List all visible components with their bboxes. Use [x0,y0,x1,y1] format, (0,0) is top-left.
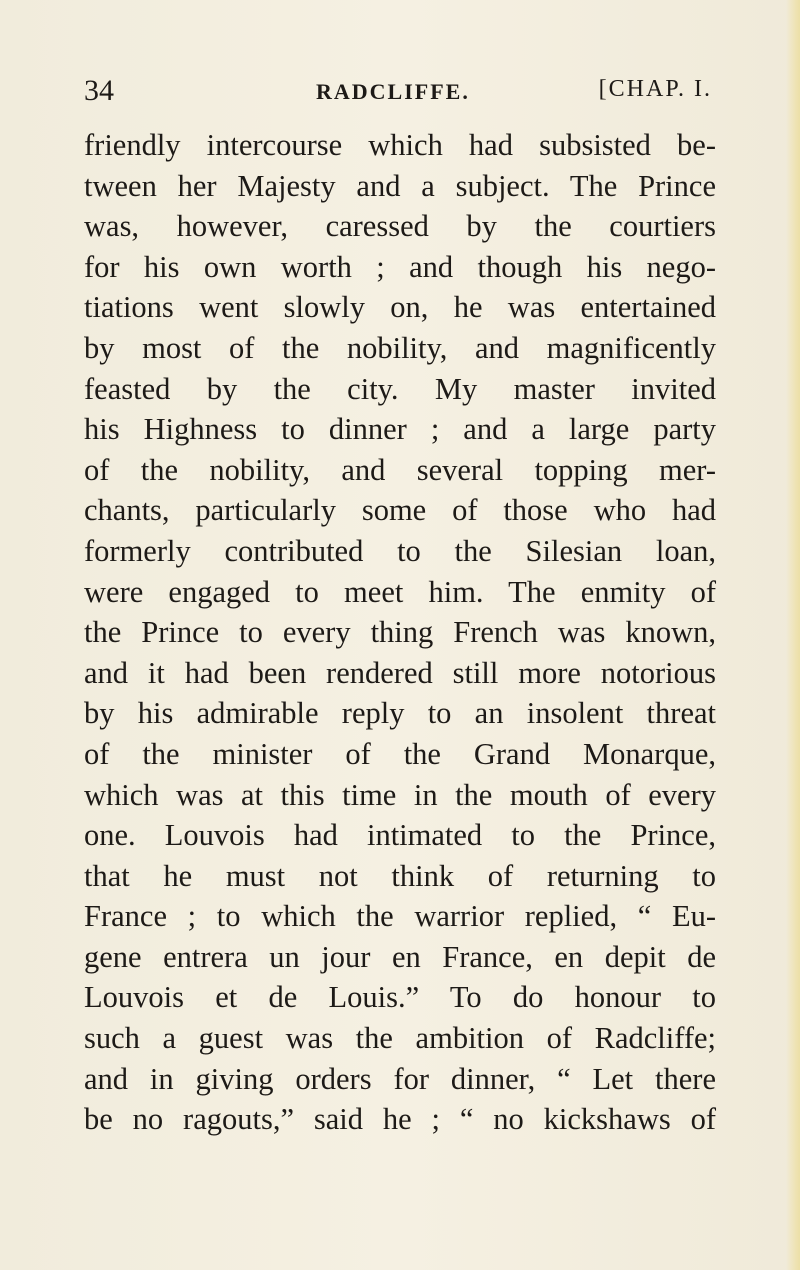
text-line: were engaged to meet him. The enmity of [84,574,716,609]
text-line: and it had been rendered still more notorious [84,655,716,690]
text-line: such a guest was the ambition of Radcliffe; [84,1021,716,1056]
text-line: tiations went slowly on, he was entertained [84,290,716,325]
text-line: one. Louvois had intimated to the Prince, [84,818,716,853]
text-line: for his own worth ; and though his nego- [84,249,716,284]
text-line: tween her Majesty and a subject. The Prince [84,168,716,203]
text-line: Louvois et de Louis.” To do honour to [84,980,716,1015]
text-line: by his admirable reply to an insolent threat [84,696,716,731]
text-line: of the minister of the Grand Monarque, [84,736,716,771]
text-line: feasted by the city. My master invited [84,371,716,406]
text-line: by most of the nobility, and magnificently [84,330,716,365]
text-line: formerly contributed to the Silesian loan, [84,533,716,568]
page-edge-shadow [786,0,800,1270]
text-line: which was at this time in the mouth of every [84,777,716,812]
body-text [84,125,716,1140]
text-line: France ; to which the warrior replied, “ Eu- [84,899,716,934]
text-line: his Highness to dinner ; and a large party [84,412,716,447]
text-line: that he must not think of returning to [84,858,716,893]
chapter-reference: [CHAP. I. [598,76,712,102]
text-line: the Prince to every thing French was known, [84,615,716,650]
text-line: chants, particularly some of those who had [84,493,716,528]
page-number: 34 [84,74,114,107]
text-line: friendly intercourse which had subsisted be- [84,128,716,162]
running-title: RADCLIFFE. [316,79,470,104]
running-head [84,74,712,114]
text-line: gene entrera un jour en France, en depit de [84,939,716,974]
text-line: was, however, caressed by the courtiers [84,209,716,244]
text-line: of the nobility, and several topping mer- [84,452,716,487]
text-line: be no ragouts,” said he ; “ no kickshaws of [84,1102,716,1137]
text-line: and in giving orders for dinner, “ Let there [84,1061,716,1096]
